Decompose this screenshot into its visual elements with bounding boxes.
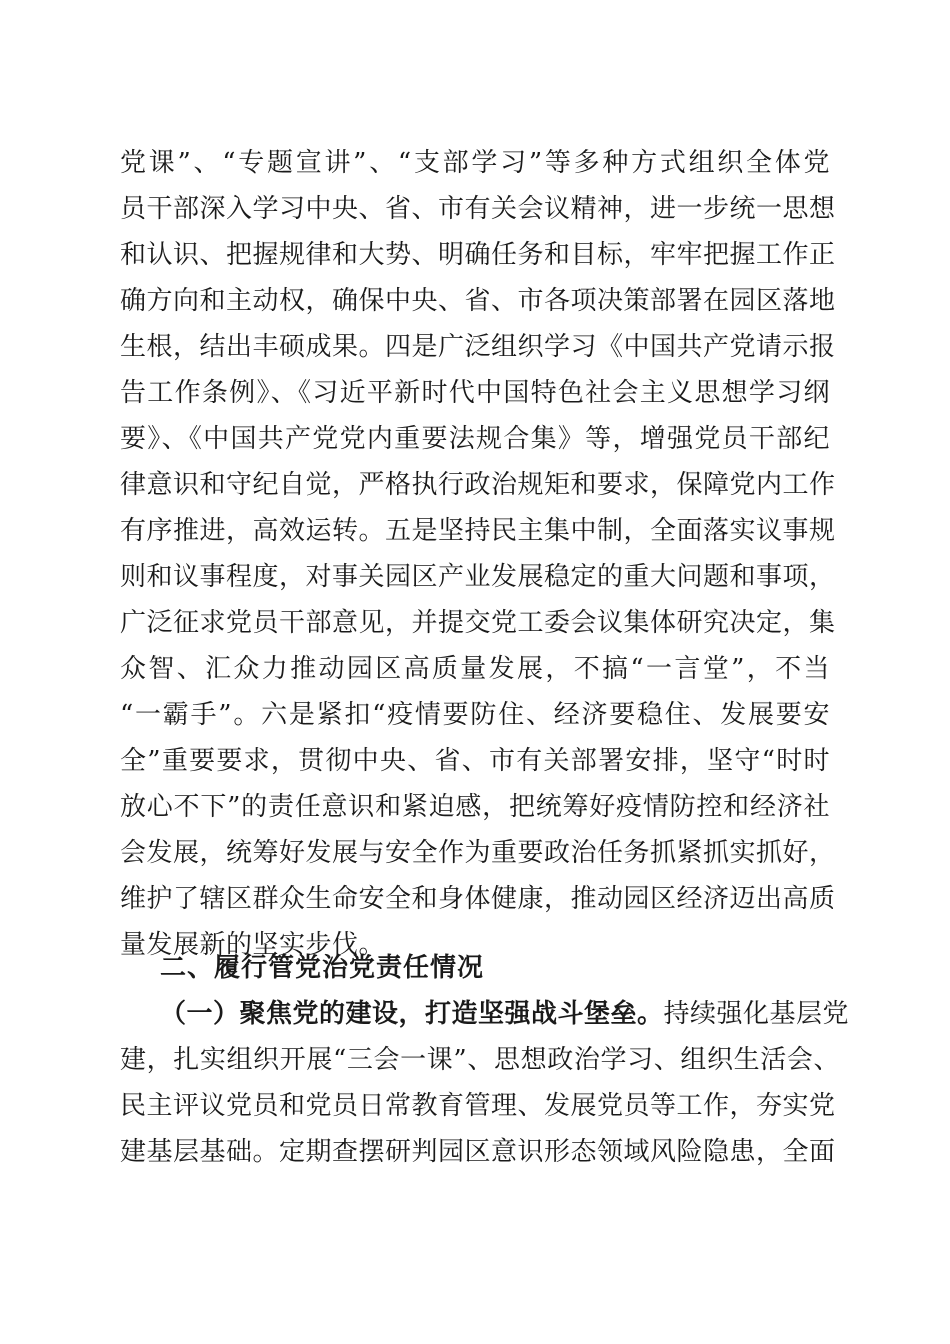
paragraph-2-first-line (160, 991, 850, 1037)
section-heading: 二、履行管党治党责任情况 (160, 953, 485, 983)
paragraph-1-line: 量发展新的坚实步伐。 (120, 930, 386, 960)
paragraph-1-line: 要》、《中国共产党党内重要法规合集》等，增强党员干部纪 (120, 424, 830, 454)
paragraph-1-line: “一霸手”。六是紧扣“疫情要防住、经济要稳住、发展要安 (120, 700, 830, 730)
paragraph-1-line: 维护了辖区群众生命安全和身体健康，推动园区经济迈出高质 (120, 884, 836, 914)
paragraph-1-line: 生根，结出丰硕成果。四是广泛组织学习《中国共产党请示报 (120, 332, 836, 362)
paragraph-1-line: 则和议事程度，对事关园区产业发展稳定的重大问题和事项， (120, 562, 836, 592)
paragraph-1-line: 放心不下”的责任意识和紧迫感，把统筹好疫情防控和经济社 (120, 792, 830, 822)
paragraph-1-line: 广泛征求党员干部意见，并提交党工委会议集体研究决定，集 (120, 608, 836, 638)
paragraph-1-line: 有序推进，高效运转。五是坚持民主集中制，全面落实议事规 (120, 516, 836, 546)
paragraph-2-lead: （一）聚焦党的建设，打造坚强战斗堡垒。 (160, 999, 664, 1029)
paragraph-2-line: 建，扎实组织开展“三会一课”、思想政治学习、组织生活会、 (120, 1045, 840, 1075)
paragraph-1-line: 和认识、把握规律和大势、明确任务和目标，牢牢把握工作正 (120, 240, 836, 270)
paragraph-1-line: 律意识和守纪自觉，严格执行政治规矩和要求，保障党内工作 (120, 470, 836, 500)
paragraph-2-line-text: 持续强化基层党 (663, 999, 850, 1029)
paragraph-1-line: 会发展，统筹好发展与安全作为重要政治任务抓紧抓实抓好， (120, 838, 836, 868)
paragraph-1-line: 确方向和主动权，确保中央、省、市各项决策部署在园区落地 (120, 286, 836, 316)
paragraph-1-line: 告工作条例》、《习近平新时代中国特色社会主义思想学习纲 (120, 378, 830, 408)
paragraph-2-line: 建基层基础。定期查摆研判园区意识形态领域风险隐患，全面 (120, 1137, 836, 1167)
paragraph-1-line: 党课”、“专题宣讲”、“支部学习”等多种方式组织全体党 (120, 148, 830, 178)
paragraph-1-line: 众智、汇众力推动园区高质量发展，不搞“一言堂”，不当 (120, 654, 830, 684)
paragraph-2-line: 民主评议党员和党员日常教育管理、发展党员等工作，夯实党 (120, 1091, 836, 1121)
paragraph-1-line: 员干部深入学习中央、省、市有关会议精神，进一步统一思想 (120, 194, 836, 224)
paragraph-1-line: 全”重要要求，贯彻中央、省、市有关部署安排，坚守“时时 (120, 746, 830, 776)
